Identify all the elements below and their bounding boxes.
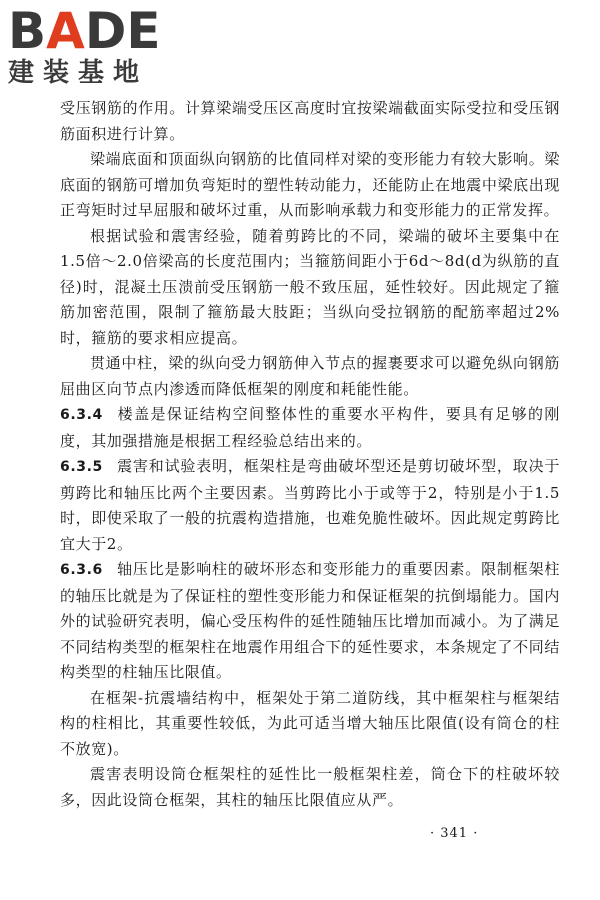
logo-wordmark xyxy=(8,2,178,60)
paragraph-text: 在框架-抗震墙结构中，框架处于第二道防线，其中框架柱与框架结构的柱相比，其重要性较低，为此可适当增大轴压比限值(设有筒仓的柱不放宽)。 xyxy=(60,688,560,758)
paragraph-text: 震害表明设筒仓框架柱的延性比一般框架柱差，筒仓下的柱破坏较多，因此设筒仓框架，其柱的轴压比限值应从严。 xyxy=(60,765,560,809)
clause-number: 6.3.5 xyxy=(60,459,103,475)
paragraph xyxy=(60,351,560,402)
page-body xyxy=(60,96,560,813)
logo-letter: B xyxy=(8,2,47,60)
paragraph xyxy=(60,762,560,813)
paragraph xyxy=(60,147,560,224)
paragraph xyxy=(60,686,560,763)
clause-number: 6.3.4 xyxy=(60,407,103,423)
clause-text: 楼盖是保证结构空间整体性的重要水平构件，要具有足够的刚度，其加强措施是根据工程经验总结出来的。 xyxy=(60,405,560,450)
paragraph-text: 受压钢筋的作用。计算梁端受压区高度时宜按梁端截面实际受拉和受压钢筋面积进行计算。 xyxy=(60,99,560,143)
clause-number: 6.3.6 xyxy=(60,562,103,578)
clause-text: 轴压比是影响柱的破坏形态和变形能力的重要因素。限制框架柱的轴压比就是为了保证柱的塑性变形能力和保证框架的抗倒塌能力。国内外的试验研究表明，偏心受压构件的延性随轴压比增加而减小。为了满足不同结构类型的框架柱在地震作用组合下的延性要求，本条规定了不同结构类型的柱轴压比限值。 xyxy=(60,560,560,681)
paragraph-text: 梁端底面和顶面纵向钢筋的比值同样对梁的变形能力有较大影响。梁底面的钢筋可增加负弯矩时的塑性转动能力，还能防止在地震中梁底出现正弯矩时过早屈服和破坏过重，从而影响承载力和变形能力的正常发挥。 xyxy=(60,150,560,219)
page-number: · 341 · xyxy=(430,826,479,841)
logo-letters: DE xyxy=(84,2,161,60)
clause-6-3-5 xyxy=(60,454,560,557)
clause-6-3-6 xyxy=(60,557,560,686)
clause-6-3-4 xyxy=(60,402,560,454)
paragraph xyxy=(60,224,560,352)
paragraph-text: 根据试验和震害经验，随着剪跨比的不同，梁端的破坏主要集中在1.5倍～2.0倍梁高的长度范围内；当箍筋间距小于6d～8d(d为纵筋的直径)时，混凝土压溃前受压钢筋一般不致压屈，延性较好。因此规定了箍筋加密范围，限制了箍筋最大肢距；当纵向受拉钢筋的配筋率超过2%时，箍筋的要求相应提高。 xyxy=(60,226,560,347)
clause-text: 震害和试验表明，框架柱是弯曲破坏型还是剪切破坏型，取决于剪跨比和轴压比两个主要因素。当剪跨比小于或等于2，特别是小于1.5时，即使采取了一般的抗震构造措施，也难免脆性破坏。因此规定剪跨比宜大于2。 xyxy=(60,457,560,553)
paragraph-continuation xyxy=(60,96,560,147)
paragraph-text: 贯通中柱，梁的纵向受力钢筋伸入节点的握裹要求可以避免纵向钢筋屈曲区向节点内渗透而降低框架的刚度和耗能性能。 xyxy=(60,354,560,398)
logo-subtitle: 建装基地 xyxy=(8,58,149,88)
watermark-logo xyxy=(8,2,178,90)
logo-accent-letter: A xyxy=(46,2,85,60)
